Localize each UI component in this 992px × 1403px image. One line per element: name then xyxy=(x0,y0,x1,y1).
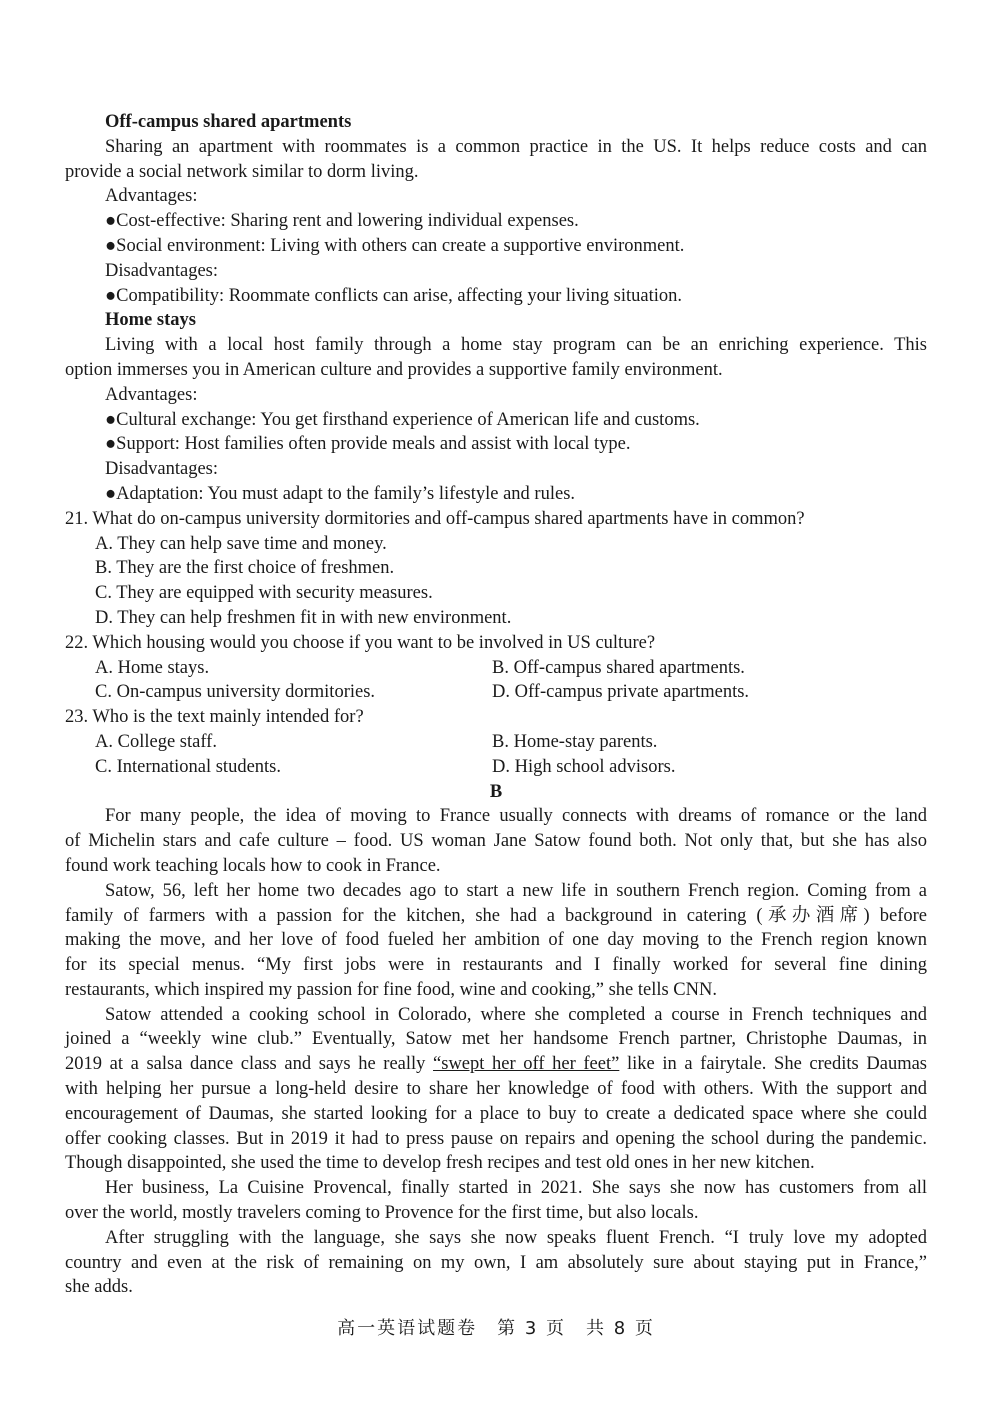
advantages-label: Advantages: xyxy=(105,384,198,405)
option: A. Home stays. xyxy=(95,657,210,678)
paragraph-line: with helping her pursue a long-held desire to share her knowledge of food with others. With the support and xyxy=(65,1079,927,1100)
disadvantages-label: Disadvantages: xyxy=(105,459,219,480)
options-row xyxy=(65,755,927,780)
text-segment: 2019 at a salsa dance class and says he really xyxy=(65,1054,434,1075)
option: A. They can help save time and money. xyxy=(95,533,387,554)
section-b-heading: B xyxy=(489,781,503,802)
section-heading-shared: Off-campus shared apartments xyxy=(105,112,352,132)
paragraph-line: Satow attended a cooking school in Colorado, where she completed a course in French techniques and xyxy=(105,1004,927,1025)
paragraph-line: country and even at the risk of remaining on my own, I am absolutely sure about staying put in France,” xyxy=(65,1252,927,1273)
paragraph-line: over the world, mostly travelers coming to Provence for the first time, but also locals. xyxy=(65,1203,699,1224)
paragraph-line: making the move, and her love of food fueled her ambition of one day moving to the French region known xyxy=(65,930,927,951)
question-23-stem: 23. Who is the text mainly intended for? xyxy=(65,707,364,728)
options-row xyxy=(65,730,927,755)
paragraph-line: Living with a local host family through a home stay program can be an enriching experience. This xyxy=(105,335,927,356)
paragraph-line: she adds. xyxy=(65,1277,133,1298)
paragraph-line: Sharing an apartment with roommates is a common practice in the US. It helps reduce costs and can xyxy=(105,136,927,157)
paragraph-line: provide a social network similar to dorm living. xyxy=(65,161,419,182)
options-row xyxy=(65,656,927,681)
advantages-label: Advantages: xyxy=(105,186,198,207)
paragraph-line: family of farmers with a passion for the kitchen, she had a background in catering (承办酒席) before xyxy=(65,905,927,926)
options-row xyxy=(65,680,927,705)
paragraph-line: offer cooking classes. But in 2019 it had to press pause on repairs and opening the school during the pandemic. xyxy=(65,1128,927,1149)
option: D. High school advisors. xyxy=(492,756,676,777)
bullet-item: ●Adaptation: You must adapt to the family’s lifestyle and rules. xyxy=(105,483,576,504)
paragraph-line: of Michelin stars and cafe culture – food. US woman Jane Satow found both. Not only that, but she has also xyxy=(65,831,927,852)
option: D. They can help freshmen fit in with new environment. xyxy=(95,607,512,628)
paragraph-line: Satow, 56, left her home two decades ago to start a new life in southern French region. Coming from a xyxy=(105,880,927,901)
paragraph-line: For many people, the idea of moving to France usually connects with dreams of romance or the land xyxy=(105,806,927,827)
paragraph-line: found work teaching locals how to cook in France. xyxy=(65,855,441,876)
text-segment: like in a fairytale. She credits Daumas xyxy=(619,1054,927,1075)
paragraph-line: Her business, La Cuisine Provencal, finally started in 2021. She says she now has customers from all xyxy=(105,1178,927,1199)
option: C. On-campus university dormitories. xyxy=(95,682,376,703)
page-footer: 高一英语试题卷 第 3 页 共 8 页 xyxy=(337,1318,655,1339)
paragraph-line: After struggling with the language, she says she now speaks fluent French. “I truly love my adopted xyxy=(105,1227,927,1248)
paragraph-line: encouragement of Daumas, she started looking for a place to buy to create a dedicated space where she could xyxy=(65,1103,927,1124)
bullet-item: ●Compatibility: Roommate conflicts can arise, affecting your living situation. xyxy=(105,285,683,306)
question-22-stem: 22. Which housing would you choose if you want to be involved in US culture? xyxy=(65,632,656,653)
option: C. They are equipped with security measures. xyxy=(95,583,433,604)
option: B. Off-campus shared apartments. xyxy=(492,657,745,678)
paragraph-line: restaurants, which inspired my passion for fine food, wine and cooking,” she tells CNN. xyxy=(65,979,717,1000)
bullet-item: ●Social environment: Living with others can create a supportive environment. xyxy=(105,235,685,256)
option: B. They are the first choice of freshmen. xyxy=(95,558,395,579)
section-heading-home: Home stays xyxy=(105,310,196,331)
paragraph-line: Though disappointed, she used the time to develop fresh recipes and test old ones in her new kitchen. xyxy=(65,1153,815,1174)
disadvantages-label: Disadvantages: xyxy=(105,260,219,281)
option: A. College staff. xyxy=(95,731,217,752)
bullet-item: ●Support: Host families often provide meals and assist with local type. xyxy=(105,434,631,455)
bullet-item: ●Cost-effective: Sharing rent and lowering individual expenses. xyxy=(105,211,579,232)
bullet-item: ●Cultural exchange: You get firsthand experience of American life and customs. xyxy=(105,409,700,430)
underlined-phrase: “swept her off her feet” xyxy=(433,1054,620,1075)
option: D. Off-campus private apartments. xyxy=(492,682,750,703)
question-21-stem: 21. What do on-campus university dormitories and off-campus shared apartments have in common? xyxy=(65,508,805,529)
paragraph-line: option immerses you in American culture and provides a supportive family environment. xyxy=(65,359,723,380)
option: C. International students. xyxy=(95,756,281,777)
paragraph-line xyxy=(65,1052,927,1077)
option: B. Home-stay parents. xyxy=(492,731,658,752)
document-page xyxy=(65,110,927,1300)
paragraph-line: for its special menus. “My first jobs were in restaurants and I finally worked for several fine dining xyxy=(65,955,927,976)
paragraph-line: joined a “weekly wine club.” Eventually, Satow met her handsome French partner, Christophe Daumas, in xyxy=(65,1029,927,1050)
